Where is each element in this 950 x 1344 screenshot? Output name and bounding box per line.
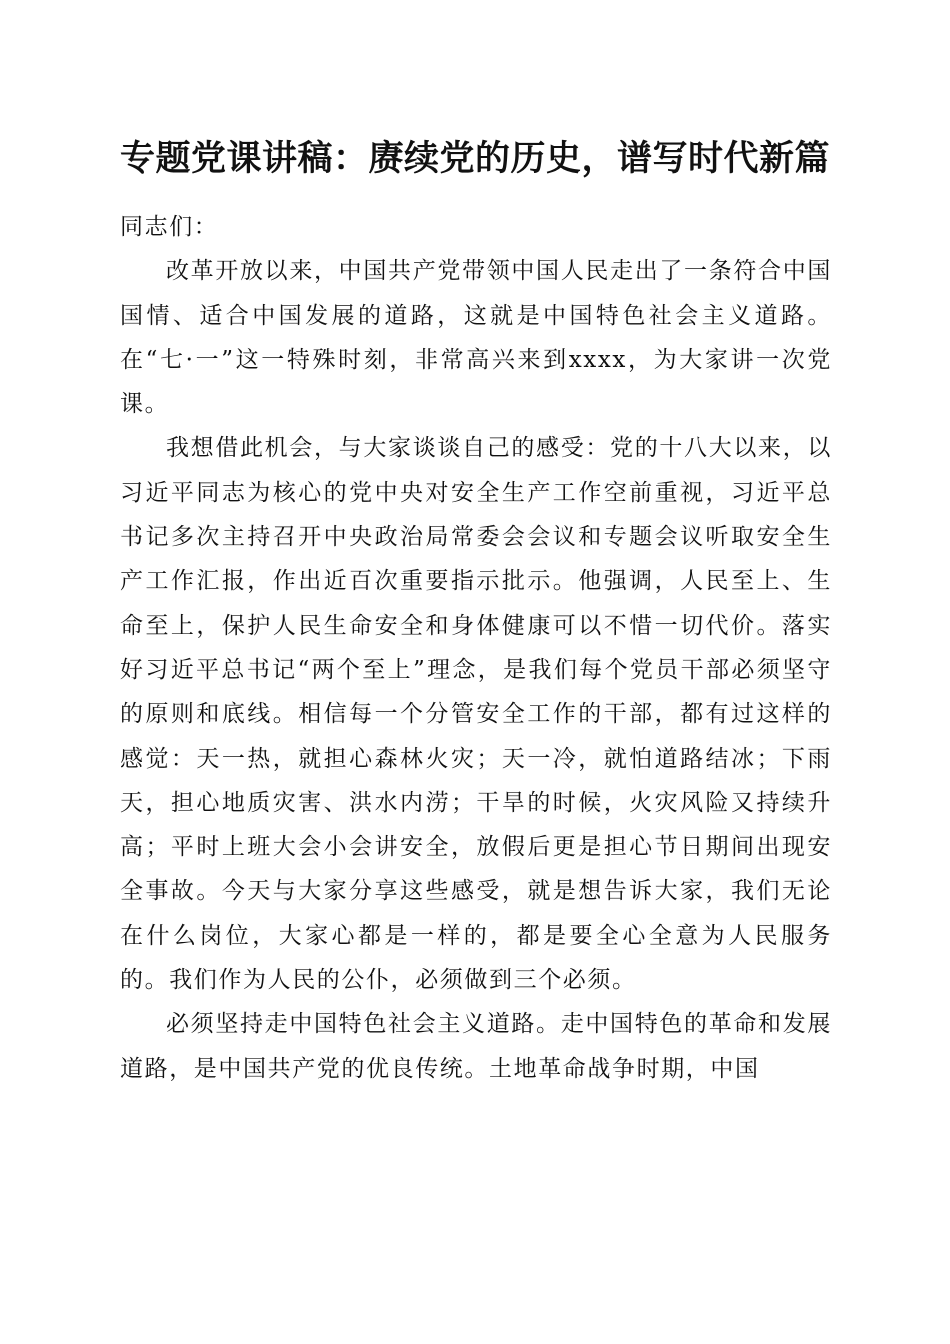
document-title: 专题党课讲稿：赓续党的历史，谱写时代新篇: [119, 139, 830, 179]
salutation: 同志们：: [120, 214, 219, 240]
document-body: [120, 205, 832, 1091]
paragraph-3: 必须坚持走中国特色社会主义道路。走中国特色的革命和发展道路，是中国共产党的优良传统。土地革命战争时期，中国: [120, 1011, 832, 1082]
paragraph-1: 改革开放以来，中国共产党带领中国人民走出了一条符合中国国情、适合中国发展的道路，这就是中国特色社会主义道路。在“七·一”这一特殊时刻，非常高兴来到xxxx，为大家讲一次党课。: [120, 258, 832, 418]
paragraph-2: 我想借此机会，与大家谈谈自己的感受：党的十八大以来，以习近平同志为核心的党中央对安全生产工作空前重视，习近平总书记多次主持召开中央政治局常委会会议和专题会议听取安全生产工作汇报，作出近百次重要指示批示。他强调，人民至上、生命至上，保护人民生命安全和身体健康可以不惜一切代价。落实好习近平总书记“两个至上”理念，是我们每个党员干部必须坚守的原则和底线。相信每一个分管安全工作的干部，都有过这样的感觉：天一热，就担心森林火灾；天一冷，就怕道路结冰；下雨天，担心地质灾害、洪水内涝；干旱的时候，火灾风险又持续升高；平时上班大会小会讲安全，放假后更是担心节日期间出现安全事故。今天与大家分享这些感受，就是想告诉大家，我们无论在什么岗位，大家心都是一样的，都是要全心全意为人民服务的。我们作为人民的公仆，必须做到三个必须。: [120, 435, 832, 994]
